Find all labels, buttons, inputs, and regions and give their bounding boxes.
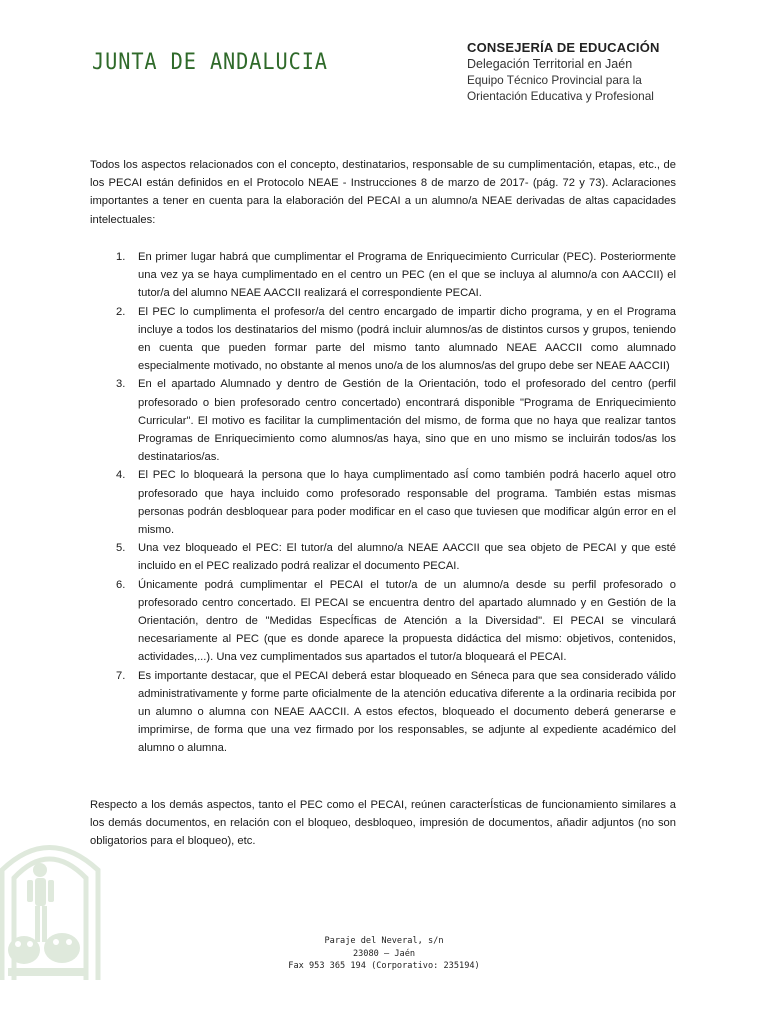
list-item bbox=[116, 466, 676, 539]
footer-city: 23080 – Jaén bbox=[352, 948, 416, 959]
list-item bbox=[116, 375, 676, 466]
footer-address bbox=[0, 935, 768, 973]
list-item-text: El PEC lo cumplimenta el profesor/a del centro encargado de impartir dicho programa, y en el Programa incluye a todos los destinatarios del mismo (podrá incluir alumnos/as de distintos cursos y grupos, teniendo en cuenta que pueden formar parte del mismo tanto alumnado NEAE AACCII como alumnado especialmente motivado, no obstante al menos uno/a de los alumnos/as del grupo debe ser NEAE AACCII) bbox=[138, 305, 676, 373]
list-item-text: Es importante destacar, que el PECAI deberá estar bloqueado en Séneca para que sea considerado válido administrativamente y forme parte oficialmente de la atención educativa diferente a la ordinaria recibida por un alumno o alumna con NEAE AACCII. A estos efectos, bloqueado el documento deberá generarse e imprimirse, de forma que una vez firmado por los responsables, se adjunte al expediente académico del alumno o alumna. bbox=[138, 669, 676, 755]
junta-logo: JUNTA DE ANDALUCIA bbox=[92, 50, 328, 75]
closing-paragraph: Respecto a los demás aspectos, tanto el PEC como el PECAI, reúnen caracterÍsticas de funcionamiento similares a los demás documentos, en relación con el bloqueo, desbloqueo, impresión de documentos, añadir adjuntos (no son obligatorios para el bloqueo), etc. bbox=[90, 799, 676, 848]
list-item bbox=[116, 667, 676, 758]
department-header bbox=[467, 40, 660, 104]
list-number: 5. bbox=[116, 542, 126, 555]
list-number: 6. bbox=[116, 578, 126, 591]
team-line-2: Orientación Educativa y Profesional bbox=[467, 89, 654, 103]
list-item bbox=[116, 248, 676, 303]
list-number: 7. bbox=[116, 669, 126, 682]
list-number: 1. bbox=[116, 251, 126, 263]
department-name: CONSEJERÍA DE EDUCACIÓN bbox=[467, 40, 660, 55]
list-item-text: En el apartado Alumnado y dentro de Gestión de la Orientación, todo el profesorado del centro (perfil profesorado o bien profesorado centro concertado) encontrará disponible "Programa de Enriquecimiento Curricular". El motivo es facilitar la cumplimentación del mismo, de forma que no haya que realizar tantos Programas de Enriquecimiento como alumnos/as haya, sino que en uno mismo se incluirán todos/as los destinatarios/as. bbox=[138, 378, 676, 464]
delegation-name: Delegación Territorial en Jaén bbox=[467, 57, 633, 71]
footer-street: Paraje del Neveral, s/n bbox=[324, 936, 444, 946]
list-item bbox=[116, 539, 676, 575]
footer-fax: Fax 953 365 194 (Corporativo: 235194) bbox=[288, 961, 480, 971]
intro-paragraph: Todos los aspectos relacionados con el concepto, destinatarios, responsable de su cumplimentación, etapas, etc., de los PECAI están definidos en el Protocolo NEAE - Instrucciones 8 de marzo de 2017- (pág. 72 y 73). Aclaraciones importantes a tener en cuenta para la elaboración del PECAI a un alumno/a NEAE derivadas de altas capacidades intelectuales: bbox=[90, 159, 676, 226]
list-item-text: El PEC lo bloqueará la persona que lo haya cumplimentado asÍ como también podrá hacerlo aquel otro profesorado que haya incluido como profesorado responsable del programa. También estas mismas personas podrán desbloquear para poder modificar en el caso que tuviesen que modificar algún error en el mismo. bbox=[138, 469, 676, 537]
list-item-text: En primer lugar habrá que cumplimentar el Programa de Enriquecimiento Curricular (PEC). Posteriormente una vez ya se haya cumplimentado en el centro un PEC (en el que se incluya al alumno/a con AACCII) el tutor/a del alumno NEAE AACCII realizará el correspondiente PECAI. bbox=[138, 251, 676, 300]
team-line-1: Equipo Técnico Provincial para la bbox=[467, 73, 642, 87]
numbered-list bbox=[116, 248, 676, 758]
list-number: 2. bbox=[116, 305, 126, 318]
list-number: 3. bbox=[116, 378, 126, 391]
list-number: 4. bbox=[116, 469, 126, 482]
list-item bbox=[116, 303, 676, 376]
list-item bbox=[116, 576, 676, 667]
list-item-text: Una vez bloqueado el PEC: El tutor/a del alumno/a NEAE AACCII que sea objeto de PECAI y que esté incluido en el PEC realizado podrá realizar el documento PECAI. bbox=[138, 542, 676, 573]
list-item-text: Únicamente podrá cumplimentar el PECAI el tutor/a de un alumno/a desde su perfil profesorado o profesorado centro concertado. El PECAI se encuentra dentro del apartado alumnado y en Gestión de la Orientación, dentro de "Medidas EspecÍficas de Atención a la Diversidad". El PECAI se vinculará necesariamente al PEC (que es donde aparece la propuesta didáctica del mismo: objetivos, contenidos, actividades,...). Una vez cumplimentados sus apartados el tutor/a bloqueará el PECAI. bbox=[138, 578, 676, 664]
